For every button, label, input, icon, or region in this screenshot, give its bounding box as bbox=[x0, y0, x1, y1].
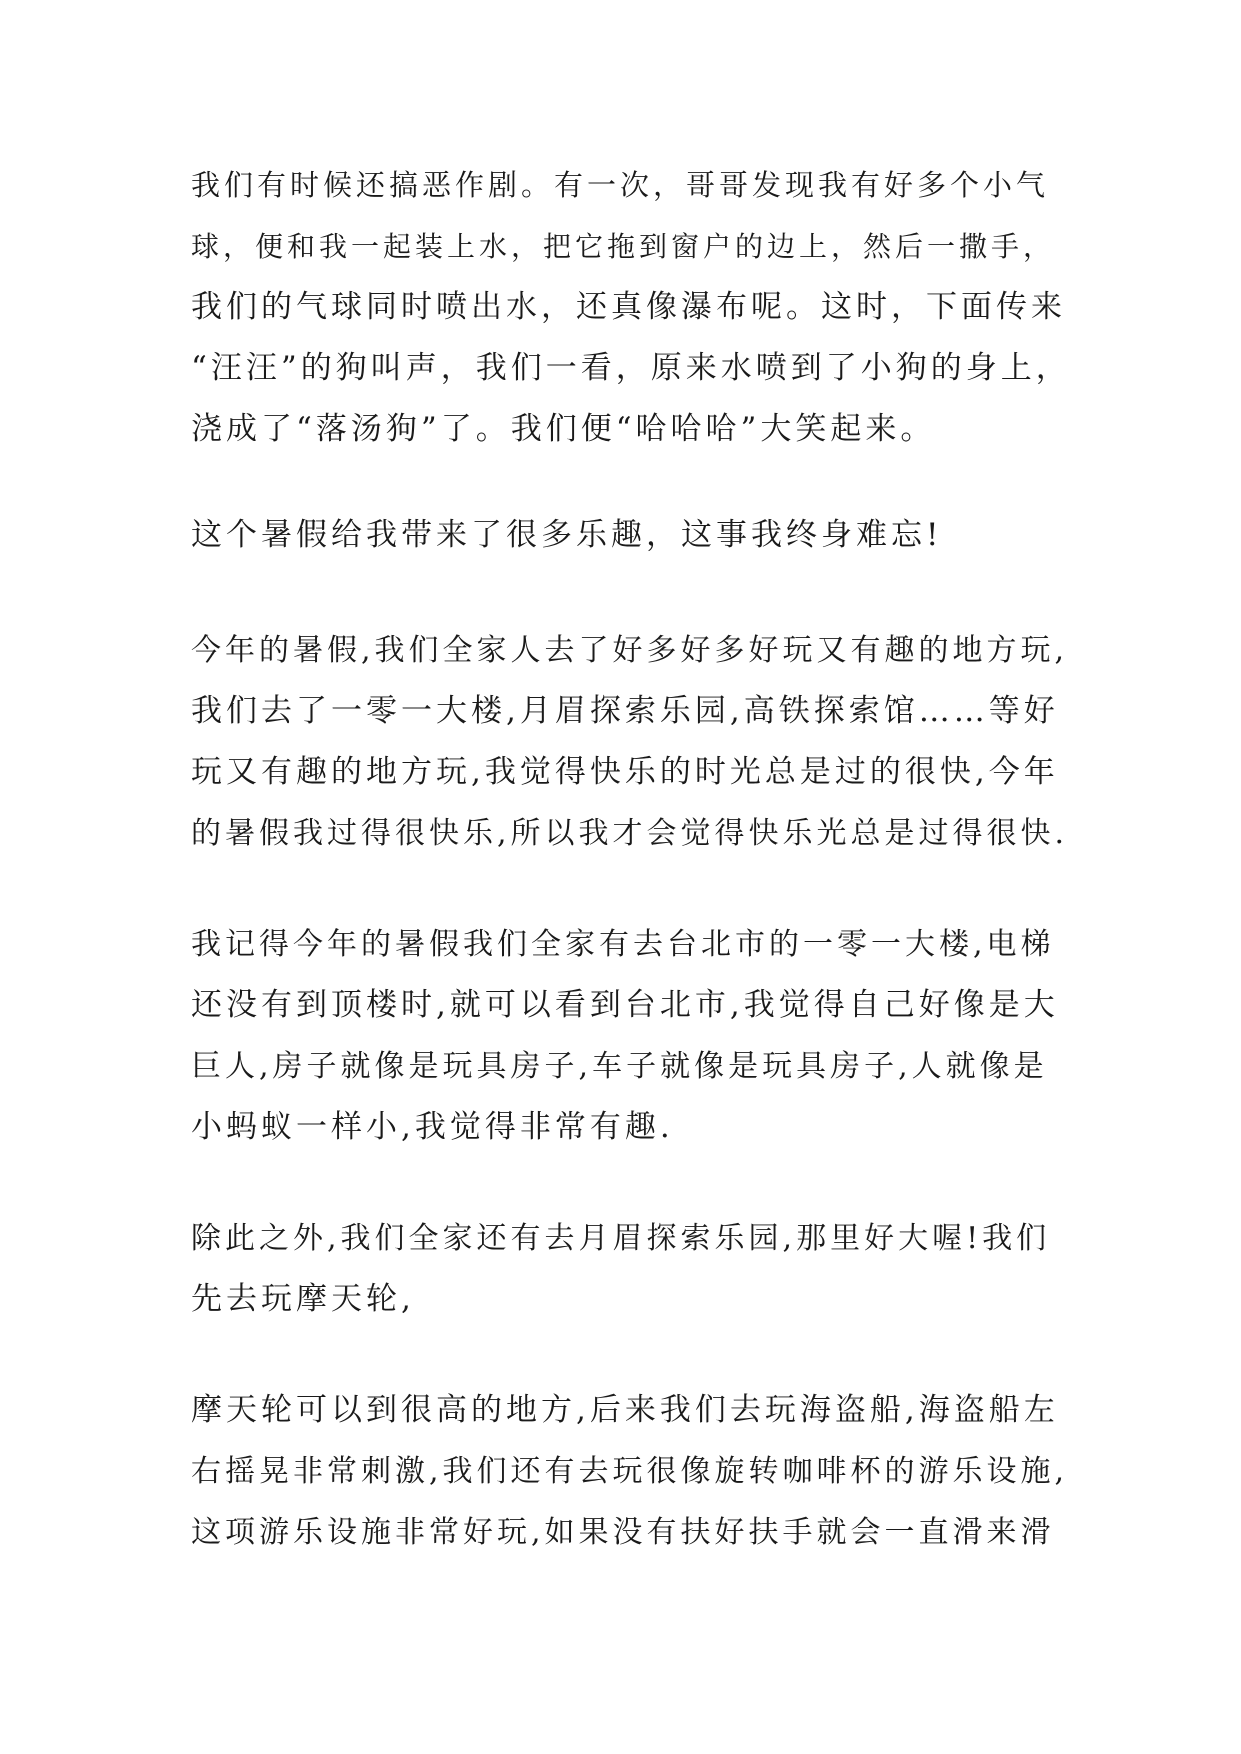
text-line: 的暑假我过得很快乐,所以我才会觉得快乐光总是过得很快. bbox=[191, 816, 1069, 851]
text-line: 还没有到顶楼时,就可以看到台北市,我觉得自己好像是大 bbox=[191, 987, 1059, 1023]
text-line: 这个暑假给我带来了很多乐趣，这事我终身难忘! bbox=[191, 517, 943, 553]
text-line: 小蚂蚁一样小,我觉得非常有趣. bbox=[191, 1109, 674, 1145]
text-line: 巨人,房子就像是玩具房子,车子就像是玩具房子,人就像是 bbox=[191, 1049, 1048, 1084]
text-line: 右摇晃非常刺激,我们还有去玩很像旋转咖啡杯的游乐设施, bbox=[191, 1454, 1069, 1489]
text-line: 除此之外,我们全家还有去月眉探索乐园,那里好大喔!我们 bbox=[191, 1221, 1051, 1256]
text-line: 球，便和我一起装上水，把它拖到窗户的边上，然后一撒手， bbox=[191, 230, 1056, 263]
paragraph-summer-fun bbox=[191, 505, 1071, 566]
text-line: 浇成了“落汤狗”了。我们便“哈哈哈”大笑起来。 bbox=[191, 411, 936, 447]
text-line: 这项游乐设施非常好玩,如果没有扶好扶手就会一直滑来滑 bbox=[191, 1515, 1055, 1550]
text-line: 我们有时候还搞恶作剧。有一次，哥哥发现我有好多个小气 bbox=[191, 168, 1050, 202]
text-line: 我们去了一零一大楼,月眉探索乐园,高铁探索馆……等好 bbox=[191, 693, 1059, 729]
text-line: 今年的暑假,我们全家人去了好多好多好玩又有趣的地方玩, bbox=[191, 633, 1069, 668]
text-line: “汪汪”的狗叫声，我们一看，原来水喷到了小狗的身上， bbox=[191, 350, 1071, 386]
paragraph-rides bbox=[191, 1380, 1071, 1563]
text-line: 我们的气球同时喷出水，还真像瀑布呢。这时，下面传来 bbox=[191, 289, 1066, 325]
text-line: 摩天轮可以到很高的地方,后来我们去玩海盗船,海盗船左 bbox=[191, 1392, 1059, 1428]
text-line: 先去玩摩天轮, bbox=[191, 1281, 415, 1317]
paragraph-taipei-101 bbox=[191, 914, 1071, 1158]
paragraph-prank bbox=[191, 155, 1071, 460]
paragraph-this-summer bbox=[191, 620, 1071, 864]
paragraph-theme-park bbox=[191, 1208, 1071, 1330]
text-line: 我记得今年的暑假我们全家有去台北市的一零一大楼,电梯 bbox=[191, 927, 1055, 962]
text-line: 玩又有趣的地方玩,我觉得快乐的时光总是过的很快,今年 bbox=[191, 754, 1059, 790]
